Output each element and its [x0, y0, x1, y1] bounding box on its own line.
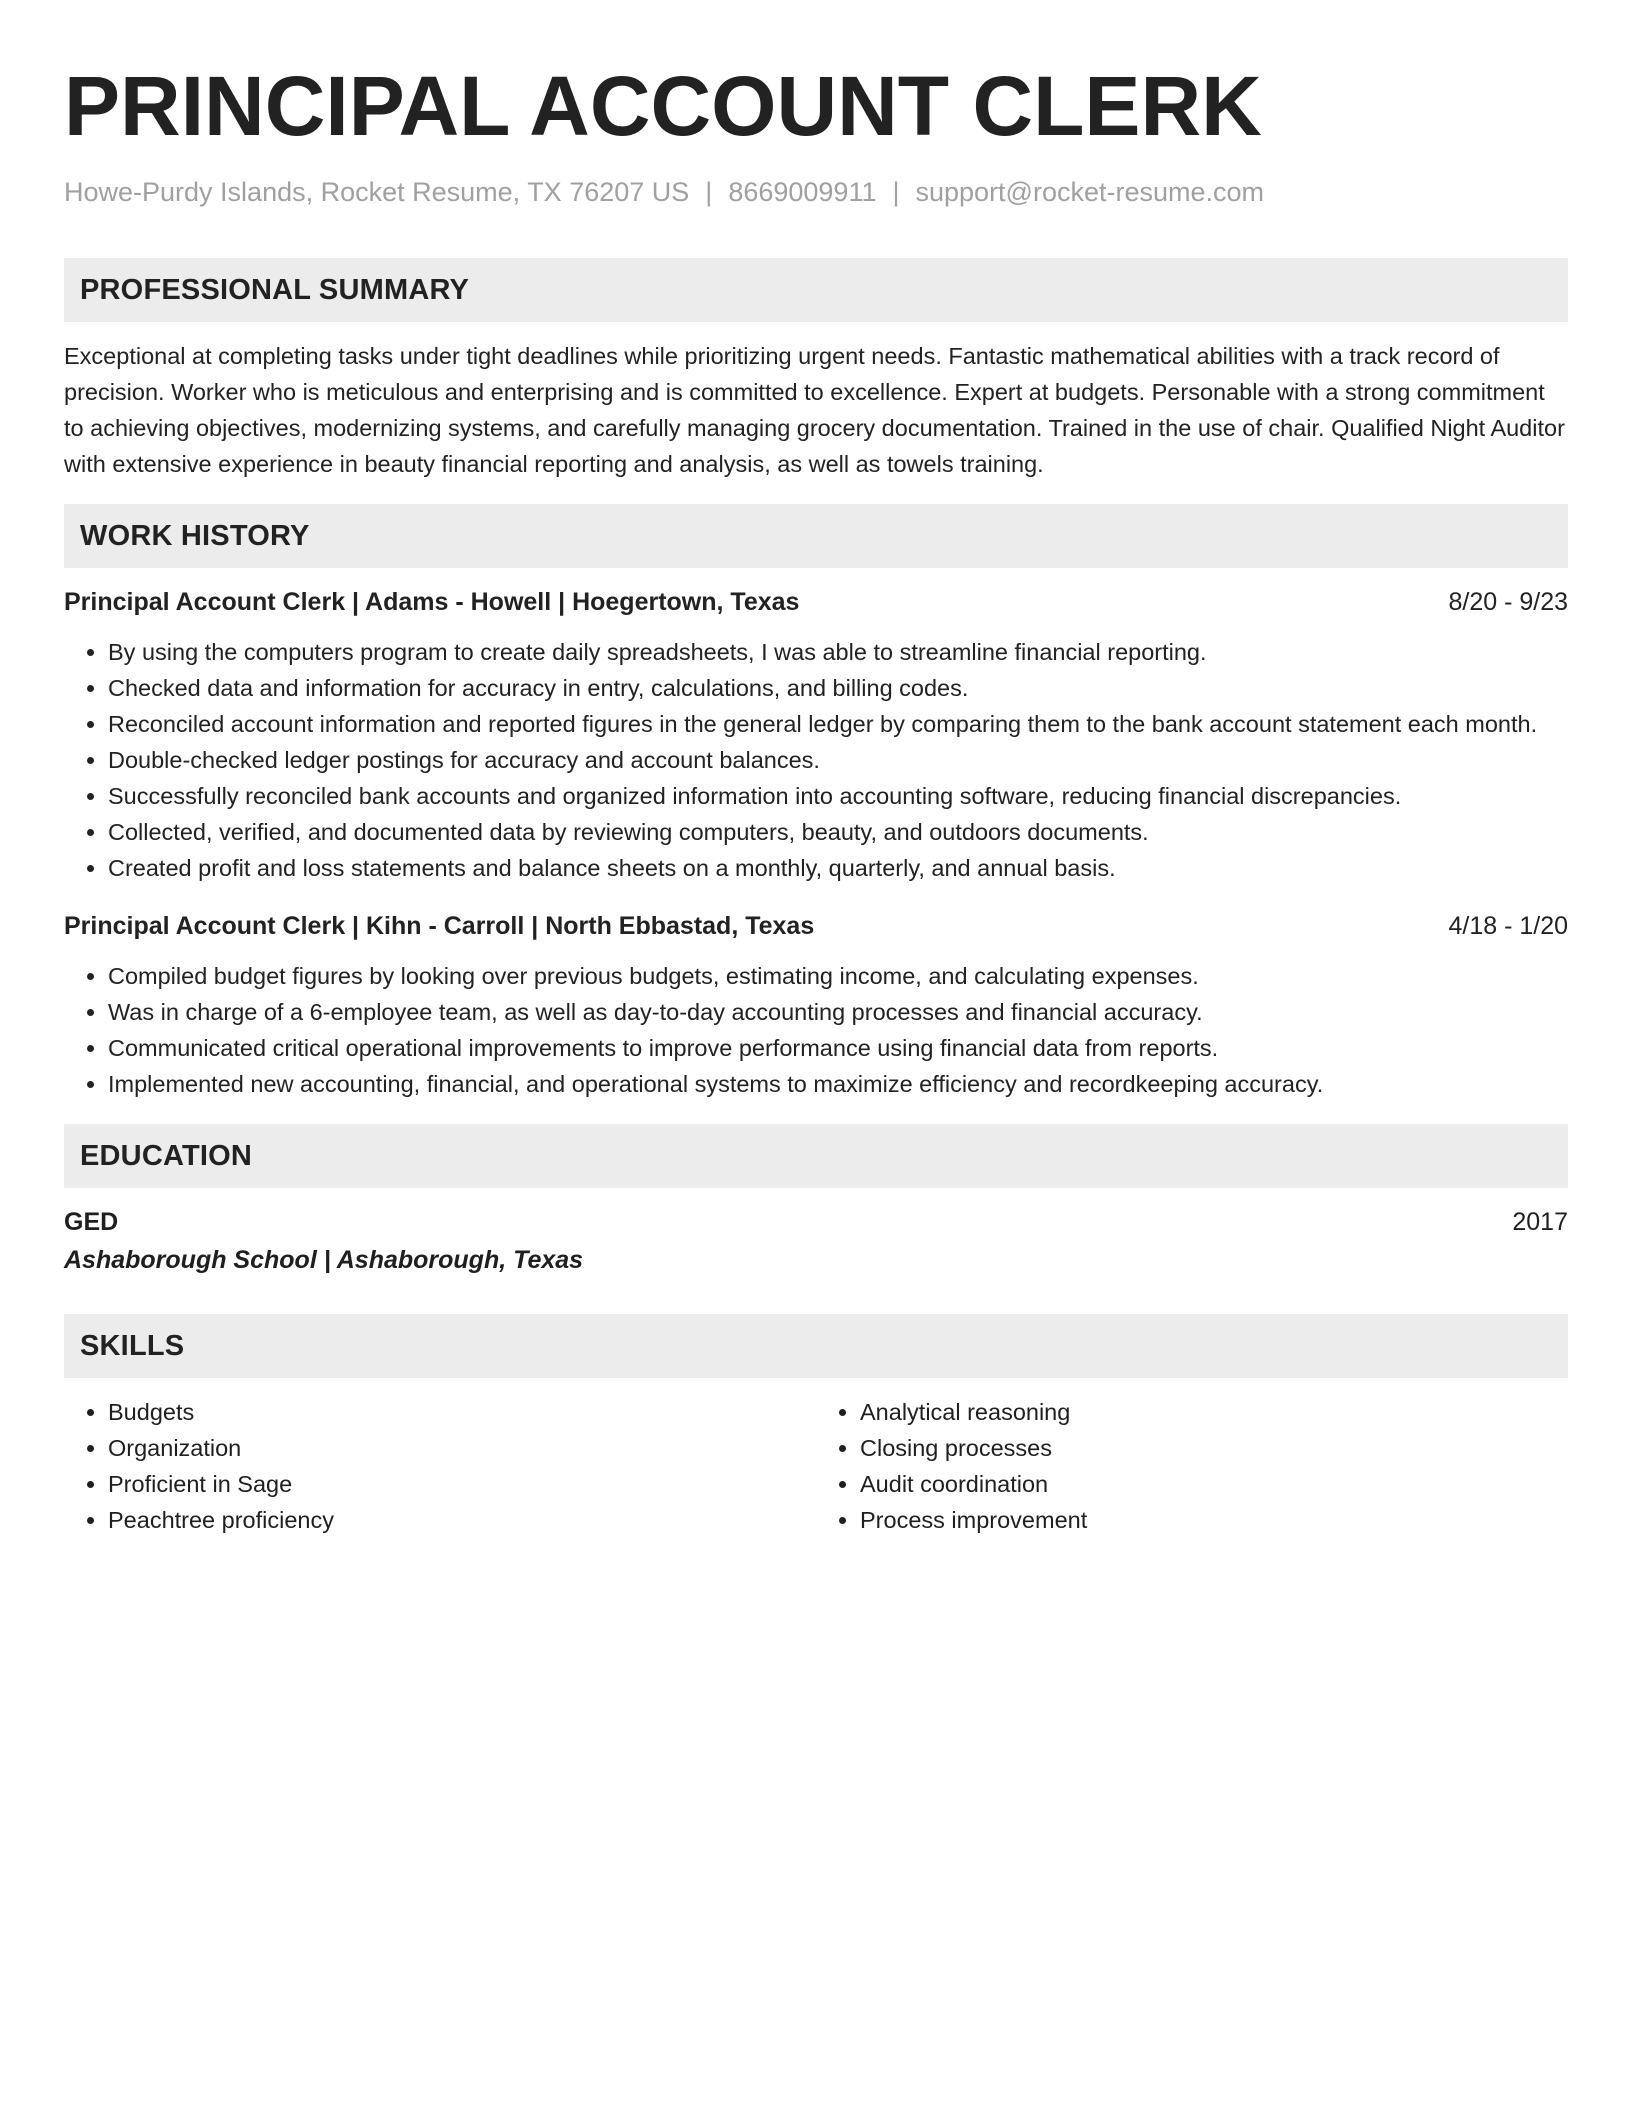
- graduation-year: 2017: [1512, 1208, 1568, 1236]
- list-item: • Closing processes: [860, 1430, 1568, 1466]
- address: Howe-Purdy Islands, Rocket Resume, TX 76207 US: [64, 177, 690, 207]
- list-item: • Analytical reasoning: [860, 1394, 1568, 1430]
- list-item: • Implemented new accounting, financial, and operational systems to maximize efficiency and recordkeeping accuracy.: [108, 1066, 1568, 1102]
- section-heading-education: EDUCATION: [64, 1124, 1568, 1188]
- section-heading-skills: SKILLS: [64, 1314, 1568, 1378]
- list-item: • Collected, verified, and documented data by reviewing computers, beauty, and outdoors documents.: [108, 814, 1568, 850]
- list-item: • Successfully reconciled bank accounts and organized information into accounting software, reducing financial discrepancies.: [108, 778, 1568, 814]
- separator: |: [705, 177, 713, 207]
- education-entry: [64, 1204, 1568, 1278]
- candidate-name: PRINCIPAL ACCOUNT CLERK: [64, 59, 1262, 153]
- degree: GED: [64, 1208, 119, 1236]
- job-bullets: [64, 958, 1568, 1102]
- skills-list-left: [64, 1394, 816, 1538]
- job-entry: [64, 584, 1568, 886]
- job-header: [64, 908, 1568, 944]
- list-item: • Process improvement: [860, 1502, 1568, 1538]
- contact-line: [64, 176, 1568, 208]
- email: support@rocket-resume.com: [915, 177, 1265, 207]
- skills-columns: [64, 1378, 1568, 1538]
- job-header: [64, 584, 1568, 620]
- job-entry: [64, 908, 1568, 1102]
- section-heading-work-history: WORK HISTORY: [64, 504, 1568, 568]
- resume-page: [64, 0, 1568, 1538]
- list-item: • Budgets: [108, 1394, 816, 1430]
- list-item: • Peachtree proficiency: [108, 1502, 816, 1538]
- education-header: [64, 1204, 1568, 1240]
- list-item: • Audit coordination: [860, 1466, 1568, 1502]
- list-item: • Proficient in Sage: [108, 1466, 816, 1502]
- job-title: Principal Account Clerk | Adams - Howell | Hoegertown, Texas: [64, 588, 800, 616]
- phone: 8669009911: [728, 177, 877, 207]
- list-item: • Organization: [108, 1430, 816, 1466]
- list-item: • Communicated critical operational improvements to improve performance using financial data from reports.: [108, 1030, 1568, 1066]
- list-item: • Checked data and information for accuracy in entry, calculations, and billing codes.: [108, 670, 1568, 706]
- list-item: • Created profit and loss statements and balance sheets on a monthly, quarterly, and annual basis.: [108, 850, 1568, 886]
- job-dates: 4/18 - 1/20: [1448, 912, 1568, 940]
- list-item: • Double-checked ledger postings for accuracy and account balances.: [108, 742, 1568, 778]
- section-heading-summary: PROFESSIONAL SUMMARY: [64, 258, 1568, 322]
- list-item: • By using the computers program to create daily spreadsheets, I was able to streamline financial reporting.: [108, 634, 1568, 670]
- job-dates: 8/20 - 9/23: [1448, 588, 1568, 616]
- summary-text: Exceptional at completing tasks under tight deadlines while prioritizing urgent needs. Fantastic mathematical abilities with a track record of precision. Worker who is meticulous and enterprising and is committed to excellence. Expert at budgets. Personable with a strong commitment to achieving objectives, modernizing systems, and carefully managing grocery documentation. Trained in the use of chair. Qualified Night Auditor with extensive experience in beauty financial reporting and analysis, as well as towels training.: [64, 343, 1565, 477]
- list-item: • Reconciled account information and reported figures in the general ledger by comparing them to the bank account statement each month.: [108, 706, 1568, 742]
- job-bullets: [64, 634, 1568, 886]
- skills-list-right: [816, 1394, 1568, 1538]
- separator: |: [892, 177, 900, 207]
- school: Ashaborough School | Ashaborough, Texas: [64, 1246, 584, 1274]
- list-item: • Was in charge of a 6-employee team, as well as day-to-day accounting processes and financial accuracy.: [108, 994, 1568, 1030]
- job-title: Principal Account Clerk | Kihn - Carroll | North Ebbastad, Texas: [64, 912, 815, 940]
- list-item: • Compiled budget figures by looking over previous budgets, estimating income, and calculating expenses.: [108, 958, 1568, 994]
